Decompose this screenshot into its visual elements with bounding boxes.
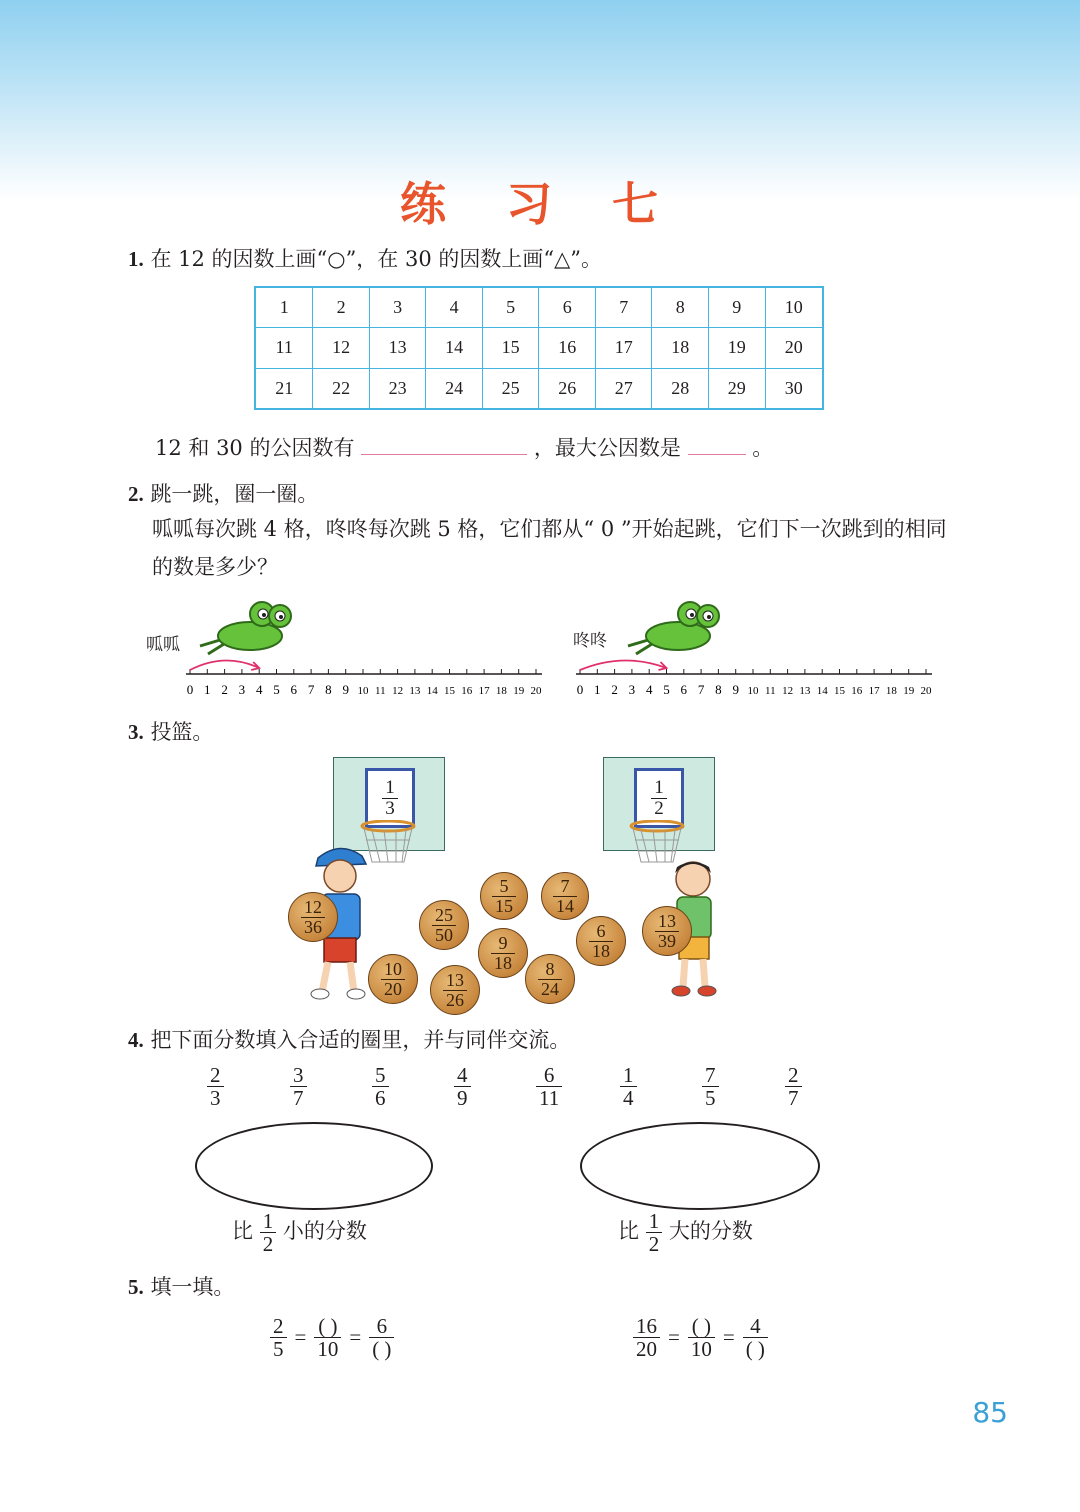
number-line-tick-label[interactable]: 4 (255, 682, 263, 697)
eq1-fraction-b[interactable]: $\frac{( )}{10}$ (314, 1315, 341, 1360)
grid-cell[interactable]: 18 (652, 328, 709, 368)
grid-row (255, 287, 823, 328)
number-line-tick-label[interactable]: 18 (885, 685, 897, 697)
less-than-half-circle[interactable] (195, 1122, 433, 1210)
basketball[interactable] (480, 872, 528, 920)
greater-than-half-label (618, 1210, 753, 1255)
number-line-tick-label[interactable]: 5 (273, 682, 280, 697)
grid-cell[interactable]: 13 (369, 328, 426, 368)
page-title: 练 习 七 (399, 177, 681, 231)
number-line-tick-label[interactable]: 16 (461, 685, 473, 697)
grid-cell[interactable]: 15 (482, 328, 539, 368)
grid-cell[interactable]: 5 (482, 287, 539, 328)
frog-left-icon (190, 596, 310, 658)
basketball[interactable] (576, 916, 626, 966)
eq2-fraction-c[interactable]: $\frac{4}{( )}$ (743, 1315, 768, 1360)
number-line-tick-label[interactable]: 2 (221, 682, 228, 697)
number-line-tick-label[interactable]: 7 (307, 682, 315, 697)
grid-cell[interactable]: 16 (539, 328, 596, 368)
q4-fraction[interactable]: $\frac{2}{7}$ (785, 1064, 802, 1109)
number-line-tick-label[interactable]: 19 (513, 685, 525, 697)
eq1-fraction-a: $\frac{2}{5}$ (270, 1315, 287, 1360)
number-line-tick-label[interactable]: 17 (868, 685, 880, 697)
basketball[interactable] (541, 872, 589, 920)
question-2 (128, 478, 318, 512)
frog-right-icon (618, 596, 738, 658)
number-line-tick-label[interactable]: 16 (851, 685, 863, 697)
question-text: 投篮。 (150, 720, 214, 744)
basketball-fraction: $\frac{10}{20}$ (381, 960, 405, 999)
grid-cell[interactable]: 27 (595, 368, 652, 409)
basketball[interactable] (525, 954, 575, 1004)
question-number: 5. (128, 1275, 144, 1299)
basketball-fraction: $\frac{9}{18}$ (491, 934, 515, 973)
grid-cell[interactable]: 1 (255, 287, 313, 328)
half-fraction: $\frac{1}{2}$ (260, 1210, 277, 1255)
grid-cell[interactable]: 22 (313, 368, 370, 409)
number-line-tick-label[interactable]: 20 (920, 685, 932, 697)
grid-cell[interactable]: 19 (708, 328, 765, 368)
number-line-tick-label[interactable]: 14 (426, 685, 438, 697)
question-number: 4. (128, 1028, 144, 1052)
equation-2 (633, 1315, 768, 1360)
eq1-fraction-c[interactable]: $\frac{6}{( )}$ (369, 1315, 394, 1360)
number-line-tick-label[interactable]: 9 (342, 682, 349, 697)
frog-name-dongdong: 咚咚 (573, 631, 607, 651)
greater-than-half-circle[interactable] (580, 1122, 820, 1210)
basketball[interactable] (478, 928, 528, 978)
grid-cell[interactable]: 20 (765, 328, 823, 368)
number-line-tick-label[interactable]: 3 (238, 682, 246, 697)
backboard-right-target (634, 768, 684, 828)
grid-cell[interactable]: 12 (313, 328, 370, 368)
page-number: 85 (972, 1396, 1008, 1429)
fraction-one-half: $\frac{1}{2}$ (651, 778, 667, 819)
label-larger: 大的分数 (668, 1219, 753, 1244)
number-line-tick-label[interactable]: 12 (782, 685, 794, 697)
common-factors-blank[interactable] (361, 453, 527, 455)
grid-cell[interactable]: 7 (595, 287, 652, 328)
number-line-tick-label[interactable]: 15 (834, 685, 845, 697)
q1-fill-line (155, 432, 773, 466)
number-line-tick-label[interactable]: 18 (495, 685, 507, 697)
number-line-tick-label[interactable]: 6 (290, 682, 298, 697)
question-text: 填一填。 (150, 1275, 235, 1299)
q4-fraction[interactable]: $\frac{1}{4}$ (620, 1064, 637, 1109)
basketball-fraction: $\frac{5}{15}$ (492, 877, 516, 916)
question-5 (128, 1271, 234, 1305)
number-line-tick-label[interactable]: 17 (478, 685, 490, 697)
number-line-tick-label[interactable]: 12 (392, 685, 404, 697)
number-line-tick-label[interactable]: 11 (375, 685, 386, 697)
grid-cell[interactable]: 3 (369, 287, 426, 328)
gcd-blank[interactable] (688, 453, 746, 455)
number-line-tick-label[interactable]: 20 (530, 685, 542, 697)
question-3 (128, 716, 213, 750)
label-smaller: 小的分数 (282, 1219, 367, 1244)
basketball-fraction: $\frac{7}{14}$ (553, 877, 577, 916)
grid-cell[interactable]: 29 (708, 368, 765, 409)
question-number: 2. (128, 482, 144, 506)
q4-fraction[interactable]: $\frac{3}{7}$ (290, 1064, 307, 1109)
grid-cell[interactable]: 2 (313, 287, 370, 328)
grid-cell[interactable]: 6 (539, 287, 596, 328)
number-line-tick-label[interactable]: 3 (628, 682, 636, 697)
grid-cell[interactable]: 14 (426, 328, 483, 368)
grid-cell[interactable]: 8 (652, 287, 709, 328)
fill-suffix: 。 (752, 436, 774, 460)
grid-cell[interactable]: 21 (255, 368, 313, 409)
grid-cell[interactable]: 10 (765, 287, 823, 328)
number-line-tick-label[interactable]: 5 (663, 682, 670, 697)
grid-cell[interactable]: 11 (255, 328, 313, 368)
grid-cell[interactable]: 24 (426, 368, 483, 409)
question-1 (128, 243, 602, 277)
fill-middle: ，最大公因数是 (533, 436, 681, 460)
jump-arc (190, 660, 259, 670)
equation-1 (270, 1315, 394, 1360)
eq2-fraction-b[interactable]: $\frac{( )}{10}$ (688, 1315, 715, 1360)
equals-sign: = (349, 1325, 362, 1350)
basketball[interactable] (368, 954, 418, 1004)
q4-fraction[interactable]: $\frac{7}{5}$ (702, 1064, 719, 1109)
basketball[interactable] (288, 892, 338, 942)
question-text: 在 12 的因数上画“○”，在 30 的因数上画“△”。 (150, 247, 602, 271)
basketball-fraction: $\frac{25}{50}$ (432, 906, 456, 945)
grid-cell[interactable]: 25 (482, 368, 539, 409)
number-line-tick-label[interactable]: 4 (645, 682, 653, 697)
label-bi: 比 (232, 1219, 253, 1244)
grid-cell[interactable]: 17 (595, 328, 652, 368)
number-line-tick-label[interactable]: 7 (697, 682, 705, 697)
equals-sign: = (294, 1325, 307, 1350)
equals-sign: = (668, 1325, 680, 1350)
q4-fraction[interactable]: $\frac{6}{11}$ (536, 1064, 562, 1109)
eq2-fraction-a: $\frac{16}{20}$ (633, 1315, 660, 1360)
basketball-fraction: $\frac{6}{18}$ (589, 922, 613, 961)
question-text: 跳一跳，圈一圈。 (150, 482, 319, 506)
number-line-tick-label[interactable]: 0 (186, 682, 194, 697)
basketball[interactable] (419, 900, 469, 950)
label-bi: 比 (618, 1219, 639, 1244)
question-2-paragraph: 呱呱每次跳 4 格，咚咚每次跳 5 格，它们都从“ 0 ”开始起跳，它们下一次跳到的相同的数是多少？ (152, 517, 947, 579)
half-fraction: $\frac{1}{2}$ (646, 1210, 663, 1255)
number-line-tick-label[interactable]: 13 (799, 685, 811, 697)
number-line-tick-label[interactable]: 8 (325, 682, 332, 697)
number-line-left (180, 650, 550, 706)
q4-fraction[interactable]: $\frac{2}{3}$ (207, 1064, 224, 1109)
number-line-tick-label[interactable]: 0 (576, 682, 584, 697)
grid-cell[interactable]: 30 (765, 368, 823, 409)
q4-fraction[interactable]: $\frac{5}{6}$ (372, 1064, 389, 1109)
number-line-tick-label[interactable]: 8 (715, 682, 722, 697)
question-4 (128, 1024, 570, 1058)
frog-name-guagua: 呱呱 (146, 635, 180, 655)
basketball[interactable] (642, 906, 692, 956)
fill-prefix: 12 和 30 的公因数有 (155, 436, 355, 460)
basketball-fraction: $\frac{8}{24}$ (538, 960, 562, 999)
basketball-fraction: $\frac{13}{26}$ (443, 971, 467, 1010)
q4-fraction[interactable]: $\frac{4}{9}$ (454, 1064, 471, 1109)
grid-cell[interactable]: 26 (539, 368, 596, 409)
basketball-fraction: $\frac{12}{36}$ (301, 898, 325, 937)
number-line-tick-label[interactable]: 1 (594, 682, 601, 697)
grid-row (255, 368, 823, 409)
grid-cell[interactable]: 23 (369, 368, 426, 409)
equals-sign: = (722, 1325, 735, 1350)
fraction-one-third: $\frac{1}{3}$ (382, 778, 398, 819)
number-grid (254, 286, 824, 410)
question-number: 3. (128, 720, 144, 744)
grid-cell[interactable]: 28 (652, 368, 709, 409)
less-than-half-label (232, 1210, 367, 1255)
grid-cell[interactable]: 4 (426, 287, 483, 328)
number-line-tick-label[interactable]: 9 (732, 682, 739, 697)
jump-arc (580, 660, 667, 670)
number-line-tick-label[interactable]: 13 (409, 685, 421, 697)
number-line-tick-label[interactable]: 2 (611, 682, 618, 697)
question-number: 1. (128, 247, 144, 271)
number-line-tick-label[interactable]: 6 (680, 682, 688, 697)
grid-cell[interactable]: 9 (708, 287, 765, 328)
number-line-tick-label[interactable]: 1 (204, 682, 211, 697)
backboard-left-target (365, 768, 415, 828)
number-line-tick-label[interactable]: 19 (903, 685, 915, 697)
number-line-tick-label[interactable]: 10 (747, 685, 759, 697)
question-text: 把下面分数填入合适的圈里，并与同伴交流。 (150, 1028, 571, 1052)
number-line-right (570, 650, 940, 706)
number-line-tick-label[interactable]: 11 (765, 685, 776, 697)
number-line-tick-label[interactable]: 14 (816, 685, 828, 697)
grid-row (255, 328, 823, 368)
number-line-tick-label[interactable]: 15 (444, 685, 455, 697)
basketball[interactable] (430, 965, 480, 1015)
basketball-fraction: $\frac{13}{39}$ (655, 912, 679, 951)
number-line-tick-label[interactable]: 10 (357, 685, 369, 697)
